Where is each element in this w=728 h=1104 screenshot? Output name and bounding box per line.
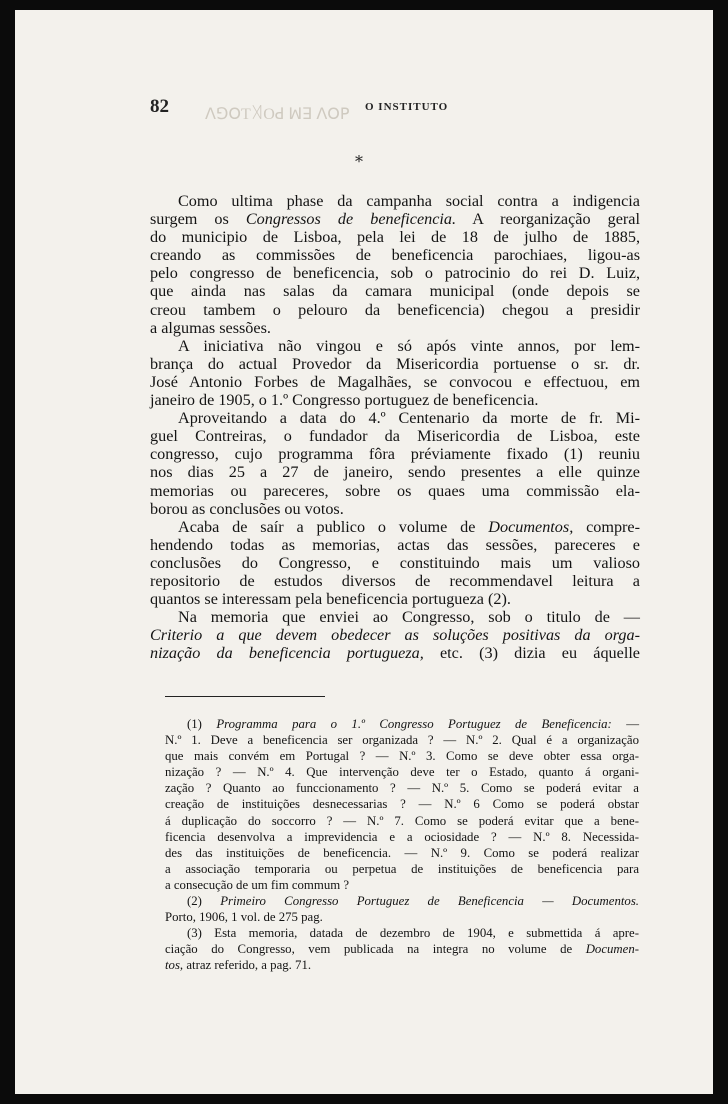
footnotes-text: nização ? — N.º 4. Que intervenção deve ter o Estado, quanto á organi- [165,765,639,780]
body_lines-text: quantos se interessam pela beneficencia portugueza (2). [150,590,511,609]
footnotes-line [165,748,639,764]
body_lines-line [150,427,640,445]
body_lines-italic-text: Criterio a que devem obedecer as soluções positivas da orga- [150,626,640,645]
body_lines-line [150,355,640,373]
footnotes-text: creação de instituições desnecessarias ? — N.º 6 Como se poderá obstar [165,797,639,812]
footnotes-line [165,877,639,893]
body_lines-line [150,626,640,644]
body_lines-text: congresso, cujo programma fôra préviamente fixado (1) reuniu [150,445,640,464]
footnotes-line [165,813,639,829]
footnotes-text: Porto, 1906, 1 vol. de 275 pag. [165,910,323,925]
body_lines-text: creando as commissões de beneficencia parochiaes, ligou-as [150,246,640,265]
scanned-page [15,10,713,1094]
footnotes-line [165,829,639,845]
footnotes-italic-text: Documen- [585,942,639,957]
body_lines-text: hendendo todas as memorias, actas das sessões, pareceres e [150,535,640,554]
footnotes-text: que mais convém em Portugal ? — N.º 3. Como se deve obter essa orga- [165,749,639,764]
body_lines-text: compre- [573,517,641,536]
footnotes-line [165,941,639,957]
footnotes-text: (2) [187,894,221,909]
footnotes-text: a consecução de um fim commum ? [165,877,350,892]
footnotes-text: zação ? Quanto ao funccionamento ? — N.º 5. Como se poderá evitar a [165,781,639,796]
body_lines-text: memorias ou pareceres, sobre os quaes uma commissão ela- [150,481,640,500]
footnotes-text: a associação temporaria ou perpetua de instituições de beneficencia para [165,861,639,876]
footnotes-line [165,957,639,973]
footnotes-text: atraz referido, a pag. 71. [183,958,312,973]
body_lines-line [150,228,640,246]
body_lines-line [150,373,640,391]
bleed-through-text: ꓥꓨꓳT꓀Oꓒ ꟽꓱ ꓥꓳꓑ [205,106,350,123]
body_lines-line [150,518,640,536]
page-number: 82 [150,96,169,117]
main-text [150,192,640,662]
body_lines-line [150,536,640,554]
body_lines-line [150,246,640,264]
section-separator-asterisk: * [355,152,363,171]
footnotes-text: (3) Esta memoria, datada de dezembro de 1904, e submettida á apre- [187,926,639,941]
body_lines-text: Acaba de saír a publico o volume de [178,517,489,536]
footnotes-line [165,845,639,861]
body_lines-italic-text: Documentos, [488,517,574,536]
footnotes-italic-text: Primeiro Congresso Portuguez de Beneficencia — Documentos. [220,894,640,909]
body_lines-text: creou tambem o pelouro da beneficencia) chegou a presidir [150,300,640,319]
body_lines-line [150,264,640,282]
footnotes-text: ciação do Congresso, vem publicada na integra no volume de [165,942,586,957]
body_lines-text: guel Contreiras, o fundador da Misericordia de Lisboa, este [150,427,640,446]
footnotes-italic-text: tos, [165,958,184,973]
footnotes-text: N.º 1. Deve a beneficencia ser organizada ? — N.º 2. Qual é a organização [165,733,639,748]
body_lines-text: etc. (3) dizia eu áquelle [423,644,640,663]
body_lines-line [150,445,640,463]
footnotes-line [165,764,639,780]
body_lines-text: nos dias 25 a 27 de janeiro, sendo presentes a elle quinze [150,463,640,482]
footnotes-text: (1) [187,717,217,731]
footnotes-line [165,796,639,812]
body_lines-line [150,500,640,518]
running-title: O INSTITUTO [365,101,449,113]
body_lines-text: borou as conclusões ou votos. [150,499,344,518]
body_lines-text: que ainda nas salas da camara municipal (onde depois se [150,282,640,301]
body_lines-italic-text: Congressos de beneficencia. [245,210,457,229]
body_lines-text: Como ultima phase da campanha social contra a indigencia [178,192,640,210]
body_lines-line [150,482,640,500]
body_lines-line [150,301,640,319]
body_lines-line [150,608,640,626]
body_lines-line [150,391,640,409]
footnote-rule [165,696,325,697]
footnotes-text: — [611,717,639,731]
body_lines-line [150,572,640,590]
body_lines-italic-text: nização da beneficencia portugueza, [150,644,424,663]
footnotes [165,716,639,974]
body_lines-text: José Antonio Forbes de Magalhães, se convocou e effectuou, em [150,372,640,391]
body_lines-line [150,409,640,427]
footnotes-text: des das instituições de beneficencia. — N.º 9. Como se poderá realizar [165,845,639,860]
footnotes-line [165,780,639,796]
footnotes-italic-text: Programma para o 1.º Congresso Portuguez de Beneficencia: [216,717,612,731]
body_lines-line [150,337,640,355]
body_lines-line [150,554,640,572]
body_lines-text: do municipio de Lisboa, pela lei de 18 de julho de 1885, [150,228,640,247]
footnotes-line [165,925,639,941]
body_lines-text: Na memoria que enviei ao Congresso, sob o titulo de — [178,608,640,627]
footnotes-line [165,732,639,748]
footnotes-line [165,716,639,732]
body_lines-line [150,644,640,662]
body_lines-text: a algumas sessões. [150,318,271,337]
body_lines-text: A iniciativa não vingou e só após vinte annos, por lem- [178,336,640,355]
body_lines-text: brança do actual Provedor da Misericordia portuense o sr. dr. [150,354,640,373]
footnotes-line [165,861,639,877]
footnotes-text: ficencia desenvolva a imprevidencia e a ociosidade ? — N.º 8. Necessida- [165,829,639,844]
body_lines-line [150,463,640,481]
body_lines-text: surgem os [150,210,246,229]
footnotes-text: á duplicação do soccorro ? — N.º 7. Como se poderá evitar que a bene- [165,813,639,828]
footnotes-line [165,893,639,909]
body_lines-text: Aproveitando a data do 4.º Centenario da morte de fr. Mi- [178,409,640,428]
body_lines-text: A reorganização geral [456,210,640,229]
body_lines-line [150,319,640,337]
body_lines-line [150,590,640,608]
body_lines-text: repositorio de estudos diversos de recommendavel leitura a [150,571,640,590]
body_lines-line [150,192,640,210]
body_lines-line [150,210,640,228]
body_lines-text: janeiro de 1905, o 1.º Congresso portuguez de beneficencia. [150,391,539,410]
body_lines-text: pelo congresso de beneficencia, sob o patrocinio do rei D. Luiz, [150,264,640,283]
body_lines-line [150,282,640,300]
footnotes-line [165,909,639,925]
body_lines-text: conclusões do Congresso, e constituindo mais um valioso [150,553,640,572]
